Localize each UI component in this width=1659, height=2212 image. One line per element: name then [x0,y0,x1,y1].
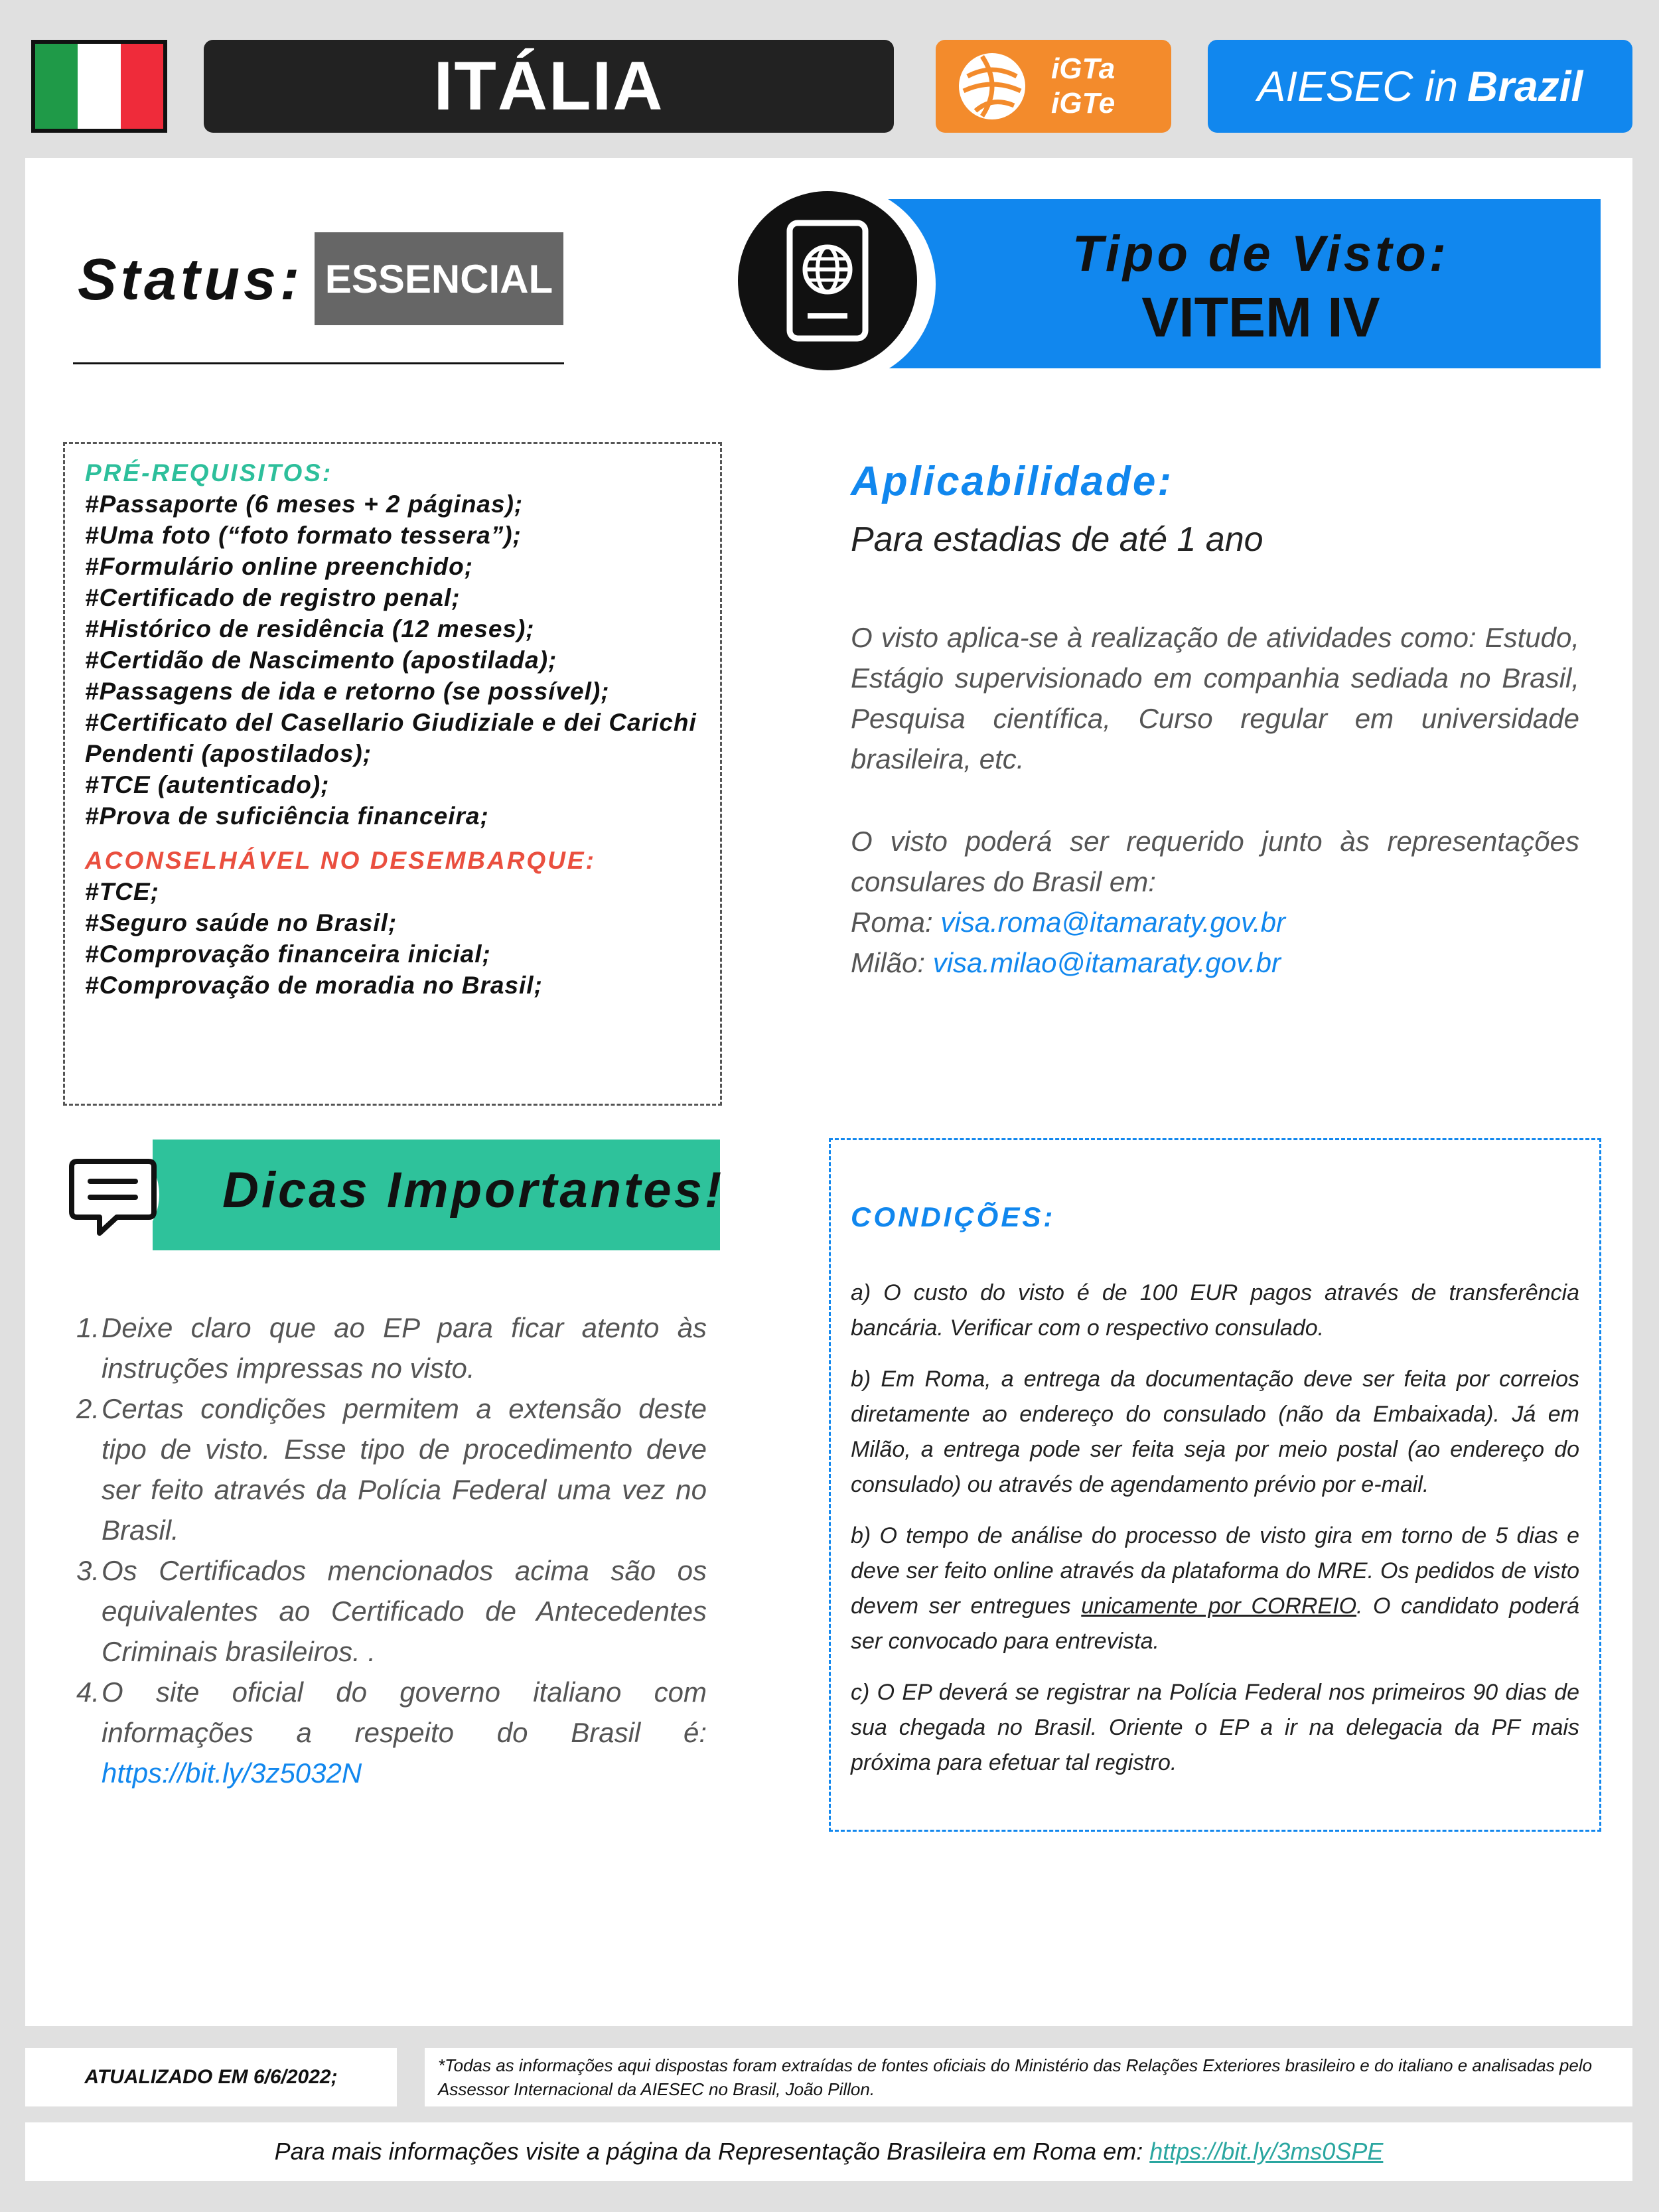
italy-flag [31,40,167,133]
updated-date: ATUALIZADO EM 6/6/2022; [25,2048,397,2106]
visa-icon-circle [738,191,917,370]
condition-b2-underlined: unicamente por CORREIO [1081,1593,1357,1619]
prereq-item: #Passaporte (6 meses + 2 páginas); [85,490,524,518]
tips-list [76,1307,707,1793]
aiesec-brazil-badge [1208,40,1632,133]
program-names [1051,52,1115,121]
tip-number: 4. [76,1676,100,1708]
list-item [76,1550,707,1672]
list-item [76,1672,707,1793]
prereq-item: #Uma foto (“foto formato tessera”); [85,522,522,549]
list-item [76,1307,707,1388]
globe-icon [956,50,1029,123]
conditions-heading: CONDIÇÕES: [851,1201,1056,1232]
roma-contact [851,902,1579,942]
applicability-description: O visto aplica-se à realização de atividades como: Estudo, Estágio supervisionado em companhia sediada no Brasil, Pesquisa científica, Curso regular em universidade brasileira, etc. [851,622,1579,774]
status-divider [73,362,564,364]
passport-icon [778,218,877,344]
consulates-block [851,821,1579,983]
advice-item: #Comprovação financeira inicial; [85,940,491,968]
prereq-item: #Histórico de residência (12 meses); [85,615,535,642]
program-badge [936,40,1171,133]
condition-b2-end: . O candidato poderá ser convocado para entrevista. [851,1593,1579,1654]
condition-b2 [851,1518,1579,1659]
milao-email-link[interactable]: visa.milao@itamaraty.gov.br [932,947,1281,978]
flag-white-stripe [78,44,120,129]
applicability-subtitle: Para estadias de até 1 ano [851,520,1263,559]
country-title: ITÁLIA [204,40,894,133]
prereq-item: #Certidão de Nascimento (apostilada); [85,646,557,674]
program-line-2: iGTe [1051,87,1116,119]
prereq-item: #Prova de suficiência financeira; [85,802,489,830]
consulates-intro: O visto poderá ser requerido junto às representações consulares do Brasil em: [851,826,1579,897]
flag-green-stripe [35,44,78,129]
condition-b1: b) Em Roma, a entrega da documentação deve ser feita por correios diretamente ao endereço do consulado (não da Embaixada). Já em Milão, a entrega pode ser feita seja por meio postal (ao endereço do consulado) ou através de agendamento prévio por e-mail. [851,1366,1579,1497]
tip-number: 1. [76,1312,100,1343]
embassy-link[interactable]: https://bit.ly/3ms0SPE [1149,2138,1384,2165]
chat-icon [66,1155,159,1241]
tip-number: 3. [76,1555,100,1586]
roma-label: Roma: [851,907,941,938]
roma-email-link[interactable]: visa.roma@itamaraty.gov.br [940,907,1285,938]
milao-contact [851,942,1579,983]
condition-c: c) O EP deverá se registrar na Polícia Federal nos primeiros 90 dias de sua chegada no Brasil. Oriente o EP a ir na delegacia da PF mais próxima para efetuar tal registro. [851,1680,1579,1775]
flag-red-stripe [121,44,163,129]
tip-text: Certas condições permitem a extensão deste tipo de visto. Esse tipo de procedimento deve ser feito através da Polícia Federal uma vez no Brasil. [102,1393,707,1546]
prereq-item: #Certificato del Casellario Giudiziale e dei Carichi Pendenti (apostilados); [85,709,697,767]
prereq-item: #Certificado de registro penal; [85,584,461,611]
sources-note: *Todas as informações aqui dispostas foram extraídas de fontes oficiais do Ministério das Relações Exteriores brasileiro e do italiano e analisadas pelo Assessor Internacional da AIESEC no Brasil, João Pillon. [425,2048,1632,2106]
status-badge: ESSENCIAL [315,232,563,325]
applicability-heading: Aplicabilidade: [851,459,1173,504]
advice-item: #Comprovação de moradia no Brasil; [85,972,543,999]
prerequisites-box [63,442,722,1106]
tip-text: Deixe claro que ao EP para ficar atento às instruções impressas no visto. [102,1312,707,1384]
advice-item: #TCE; [85,878,159,905]
italian-gov-link[interactable]: https://bit.ly/3z5032N [102,1757,362,1789]
visa-title-label: Tipo de Visto: [1072,226,1450,282]
advice-item: #Seguro saúde no Brasil; [85,909,397,936]
org-prefix: AIESEC in [1257,62,1459,110]
visa-type: VITEM IV [1141,286,1380,348]
condition-b2-text: b) O tempo de análise do processo de visto gira em torno de 5 dias e deve ser feito online através da plataforma do MRE. Os pedidos de visto devem ser entregues [851,1523,1579,1619]
status-label: Status: [78,246,304,312]
tips-heading: Dicas Importantes! [222,1162,725,1218]
advice-heading: ACONSELHÁVEL NO DESEMBARQUE: [85,847,596,874]
tip-number: 2. [76,1393,100,1424]
milao-label: Milão: [851,947,933,978]
tip-text [102,1672,707,1793]
tip-text: Os Certificados mencionados acima são os equivalentes ao Certificado de Antecedentes Criminais brasileiros. . [102,1555,707,1667]
condition-a: a) O custo do visto é de 100 EUR pagos através de transferência bancária. Verificar com o respectivo consulado. [851,1280,1579,1341]
more-info-bar [25,2122,1632,2181]
program-line-1: iGTa [1051,52,1116,85]
prerequisites-heading: PRÉ-REQUISITOS: [85,459,333,486]
more-info-text: Para mais informações visite a página da Representação Brasileira em Roma em: [274,2138,1143,2165]
conditions-body [851,1276,1579,1797]
prereq-item: #TCE (autenticado); [85,771,330,798]
prereq-item: #Passagens de ida e retorno (se possível); [85,678,610,705]
org-suffix: Brazil [1467,62,1583,110]
list-item [76,1388,707,1550]
tip-text-body: O site oficial do governo italiano com informações a respeito do Brasil é: [102,1676,707,1748]
prereq-item: #Formulário online preenchido; [85,553,474,580]
visa-title [929,224,1593,350]
